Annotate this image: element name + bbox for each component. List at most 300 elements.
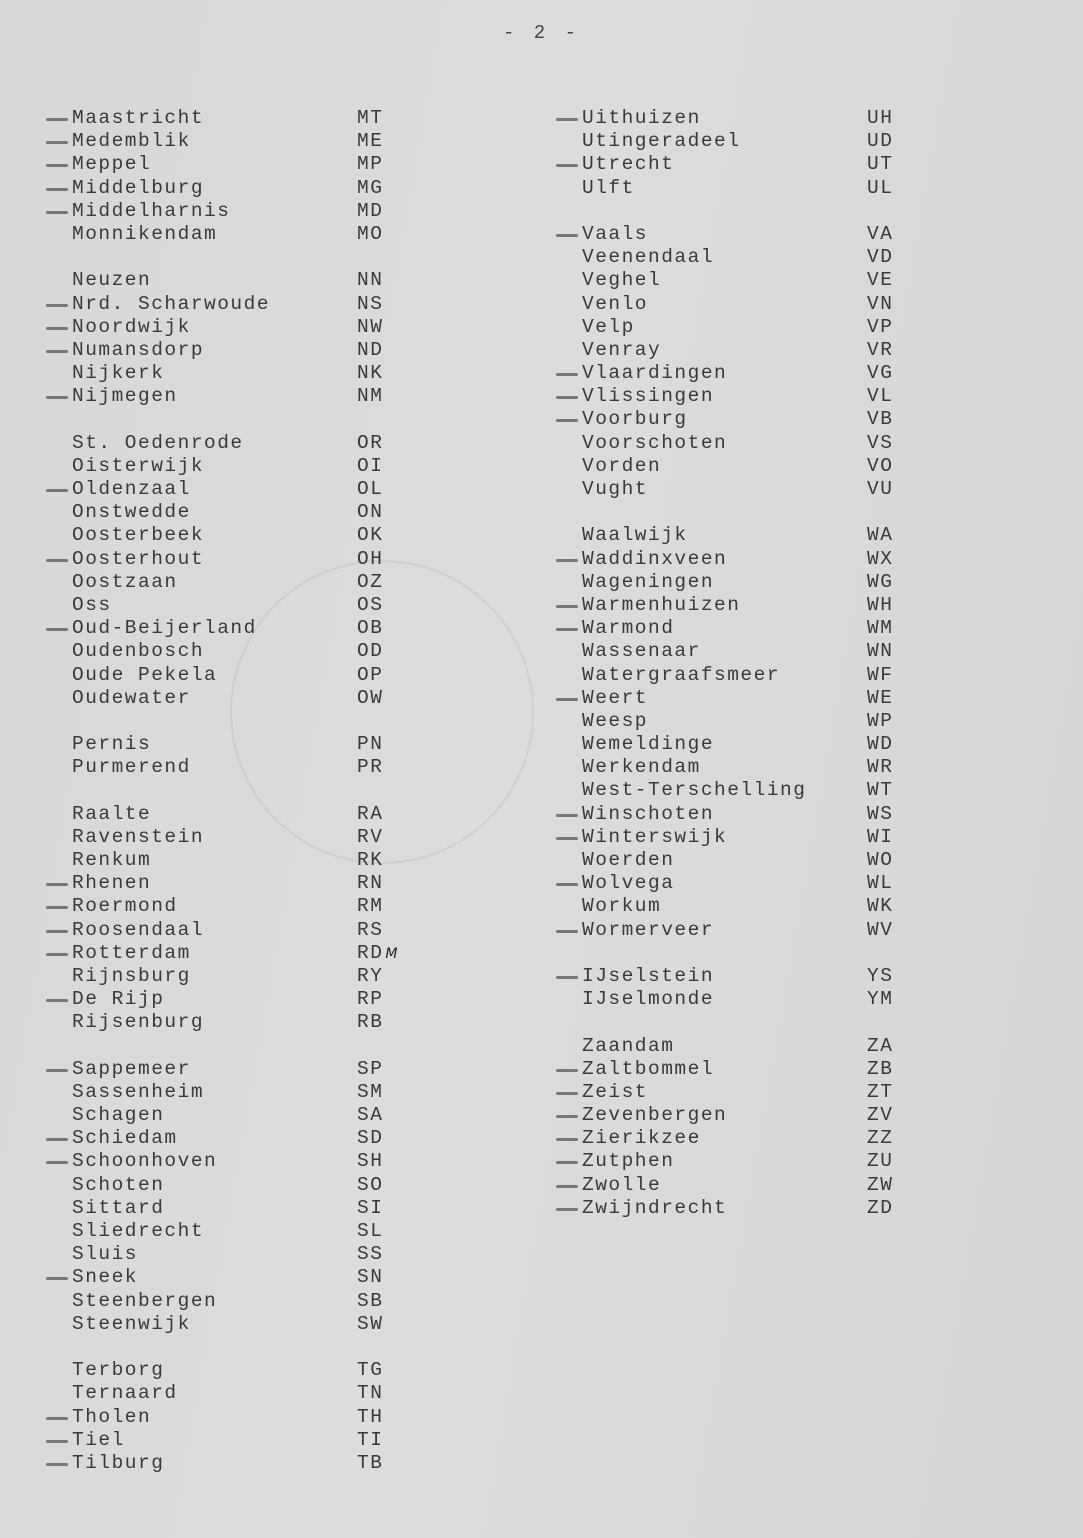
place-code: RD M	[357, 941, 398, 964]
place-code: SM	[357, 1080, 384, 1103]
list-item	[582, 895, 942, 918]
place-code: SP	[357, 1057, 384, 1080]
list-item	[72, 1313, 492, 1336]
place-name: Wemeldinge	[582, 733, 715, 756]
place-code: YS	[867, 964, 894, 987]
check-dash-mark	[556, 1092, 578, 1095]
place-code: SO	[357, 1173, 384, 1196]
place-name: Sneek	[72, 1266, 139, 1289]
list-item	[72, 200, 492, 223]
list-item	[72, 223, 492, 246]
place-code: RS	[357, 918, 384, 941]
list-item	[72, 849, 492, 872]
list-item	[582, 223, 942, 246]
check-dash-mark	[556, 419, 578, 422]
place-name: Watergraafsmeer	[582, 663, 781, 686]
place-code: MO	[357, 222, 384, 245]
place-code: OW	[357, 686, 384, 709]
place-code: TN	[357, 1382, 384, 1405]
list-item	[72, 293, 492, 316]
list-item	[72, 733, 492, 756]
list-item	[582, 803, 942, 826]
place-name: IJselstein	[582, 964, 715, 987]
list-item	[582, 872, 942, 895]
check-dash-mark	[46, 953, 68, 956]
place-name: Middelburg	[72, 176, 205, 199]
place-name: Winterswijk	[582, 825, 728, 848]
place-code: VL	[867, 385, 894, 408]
list-item	[582, 687, 942, 710]
place-code: ON	[357, 501, 384, 524]
place-name: Utrecht	[582, 153, 675, 176]
place-code: RK	[357, 849, 384, 871]
list-item	[72, 756, 492, 779]
list-item	[72, 1081, 492, 1104]
place-code: WI	[867, 825, 894, 848]
list-item	[72, 130, 492, 153]
list-item	[72, 895, 492, 918]
group-spacer	[72, 779, 492, 802]
place-name: Zaltbommel	[582, 1057, 715, 1080]
list-item	[72, 339, 492, 362]
list-item	[72, 1197, 492, 1220]
place-code: WR	[867, 756, 894, 779]
list-item	[582, 988, 942, 1011]
place-name: Numansdorp	[72, 338, 205, 361]
list-item	[72, 1290, 492, 1313]
place-code: SH	[357, 1150, 384, 1173]
place-name: Voorschoten	[582, 431, 728, 454]
list-item	[582, 385, 942, 408]
list-item	[582, 849, 942, 872]
place-name: Purmerend	[72, 756, 191, 779]
place-name: Sappemeer	[72, 1057, 191, 1080]
group-spacer	[72, 1336, 492, 1359]
check-dash-mark	[556, 976, 578, 979]
place-name: Neuzen	[72, 269, 152, 292]
group-spacer	[582, 1011, 942, 1034]
place-name: Waddinxveen	[582, 547, 728, 570]
check-dash-mark	[46, 396, 68, 399]
place-code: MT	[357, 107, 384, 129]
place-code: NK	[357, 362, 384, 385]
check-dash-mark	[556, 930, 578, 933]
place-code: WS	[867, 802, 894, 825]
list-item	[582, 594, 942, 617]
place-name: Weesp	[582, 709, 649, 732]
place-name: Wolvega	[582, 872, 675, 895]
handwritten-annotation: M	[385, 945, 398, 962]
check-dash-mark	[556, 1138, 578, 1141]
check-dash-mark	[46, 1161, 68, 1164]
place-code: OR	[357, 431, 384, 454]
place-name: Rijsenburg	[72, 1011, 205, 1034]
place-name: Medemblik	[72, 130, 191, 153]
list-item	[582, 548, 942, 571]
place-code: OL	[357, 478, 384, 500]
list-item	[582, 432, 942, 455]
list-item	[582, 478, 942, 501]
list-item	[72, 316, 492, 339]
place-code: OH	[357, 547, 384, 570]
list-item	[582, 153, 942, 176]
place-name: Tilburg	[72, 1451, 165, 1474]
list-item	[582, 1081, 942, 1104]
place-name: Onstwedde	[72, 501, 191, 524]
check-dash-mark	[46, 1440, 68, 1443]
place-code: ZW	[867, 1173, 894, 1196]
list-item	[72, 153, 492, 176]
place-name: Zwolle	[582, 1173, 662, 1196]
place-code: NS	[357, 292, 384, 315]
place-name: Wormerveer	[582, 918, 715, 941]
place-code: VB	[867, 408, 894, 431]
place-code: SW	[357, 1312, 384, 1335]
place-name: Sliedrecht	[72, 1220, 205, 1242]
list-item	[72, 965, 492, 988]
list-item	[72, 1104, 492, 1127]
place-name: Noordwijk	[72, 315, 191, 338]
check-dash-mark	[556, 1208, 578, 1211]
place-name: Warmond	[582, 617, 675, 640]
place-code: VP	[867, 315, 894, 338]
place-name: Ternaard	[72, 1382, 178, 1405]
place-name: Tholen	[72, 1405, 152, 1428]
place-name: Renkum	[72, 849, 152, 871]
check-dash-mark	[46, 628, 68, 631]
list-item	[72, 594, 492, 617]
place-code: TI	[357, 1428, 384, 1451]
list-item	[72, 1174, 492, 1197]
place-code: RB	[357, 1011, 384, 1034]
check-dash-mark	[556, 814, 578, 817]
list-item	[72, 362, 492, 385]
place-code: OB	[357, 617, 384, 640]
place-name: Maastricht	[72, 107, 205, 129]
place-code: SL	[357, 1220, 384, 1242]
right-column	[582, 107, 942, 1220]
place-name: Steenwijk	[72, 1312, 191, 1335]
list-item	[582, 617, 942, 640]
check-dash-mark	[46, 211, 68, 214]
place-code: WN	[867, 640, 894, 663]
place-name: De Rijp	[72, 988, 165, 1011]
place-name: Oude Pekela	[72, 663, 218, 686]
place-name: Rotterdam	[72, 941, 191, 964]
check-dash-mark	[46, 1069, 68, 1072]
place-code: VR	[867, 338, 894, 361]
place-name: Roosendaal	[72, 918, 205, 941]
place-name: Venray	[582, 338, 662, 361]
place-name: Zutphen	[582, 1150, 675, 1173]
place-code: RP	[357, 988, 384, 1011]
list-item	[582, 1174, 942, 1197]
check-dash-mark	[46, 1138, 68, 1141]
place-name: Weert	[582, 686, 649, 709]
place-name: Terborg	[72, 1359, 165, 1382]
place-code: SI	[357, 1196, 384, 1219]
check-dash-mark	[556, 118, 578, 121]
place-name: Zierikzee	[582, 1127, 701, 1150]
place-code: RN	[357, 872, 384, 895]
list-item	[72, 177, 492, 200]
place-code: ZA	[867, 1034, 894, 1057]
place-code: UL	[867, 176, 894, 199]
list-item	[582, 455, 942, 478]
place-code: PN	[357, 733, 384, 756]
place-code: TG	[357, 1359, 384, 1382]
place-code: WH	[867, 593, 894, 616]
place-name: IJselmonde	[582, 988, 715, 1011]
place-name: Monnikendam	[72, 222, 218, 245]
place-code: ZB	[867, 1057, 894, 1080]
place-code: NW	[357, 315, 384, 338]
place-name: Oud-Beijerland	[72, 617, 257, 640]
list-item	[582, 1035, 942, 1058]
place-name: Vorden	[582, 454, 662, 477]
list-item	[72, 385, 492, 408]
place-name: Zwijndrecht	[582, 1196, 728, 1219]
place-name: Oosterhout	[72, 547, 205, 570]
place-code: OS	[357, 593, 384, 616]
place-name: Woerden	[582, 849, 675, 871]
place-name: Zeist	[582, 1080, 649, 1103]
place-code: OD	[357, 640, 384, 663]
list-item	[72, 269, 492, 292]
place-code: RV	[357, 825, 384, 848]
place-code: UT	[867, 153, 894, 176]
place-name: Uithuizen	[582, 107, 701, 129]
place-name: Nijkerk	[72, 362, 165, 385]
place-code: VO	[867, 454, 894, 477]
check-dash-mark	[46, 999, 68, 1002]
place-name: Oostzaan	[72, 570, 178, 593]
check-dash-mark	[46, 1417, 68, 1420]
place-code: YM	[867, 988, 894, 1011]
place-code: WA	[867, 524, 894, 547]
list-item	[72, 1011, 492, 1034]
check-dash-mark	[556, 164, 578, 167]
list-item	[582, 779, 942, 802]
list-item	[72, 478, 492, 501]
list-item	[582, 1058, 942, 1081]
place-code: WO	[867, 849, 894, 871]
place-code: SS	[357, 1243, 384, 1266]
list-item	[72, 1058, 492, 1081]
place-code: OZ	[357, 570, 384, 593]
place-name: Oudewater	[72, 686, 191, 709]
list-item	[72, 1150, 492, 1173]
place-code: TH	[357, 1405, 384, 1428]
list-item	[582, 339, 942, 362]
list-item	[72, 803, 492, 826]
place-code: PR	[357, 756, 384, 779]
check-dash-mark	[46, 883, 68, 886]
place-code: RY	[357, 964, 384, 987]
check-dash-mark	[556, 234, 578, 237]
place-name: Sluis	[72, 1243, 139, 1266]
list-item	[72, 872, 492, 895]
check-dash-mark	[46, 141, 68, 144]
place-name: Vaals	[582, 222, 649, 245]
check-dash-mark	[46, 188, 68, 191]
check-dash-mark	[46, 350, 68, 353]
place-code: NN	[357, 269, 384, 292]
check-dash-mark	[46, 327, 68, 330]
list-item	[582, 1150, 942, 1173]
list-item	[72, 617, 492, 640]
list-item	[582, 1197, 942, 1220]
place-code: WF	[867, 663, 894, 686]
place-name: Utingeradeel	[582, 130, 741, 153]
place-name: Vught	[582, 478, 649, 500]
group-spacer	[582, 942, 942, 965]
place-code: VU	[867, 478, 894, 500]
place-name: Meppel	[72, 153, 152, 176]
place-code: ZV	[867, 1104, 894, 1127]
list-item	[582, 362, 942, 385]
place-name: Oldenzaal	[72, 478, 191, 500]
place-name: Warmenhuizen	[582, 593, 741, 616]
list-item	[582, 571, 942, 594]
list-item	[72, 432, 492, 455]
list-item	[72, 571, 492, 594]
place-code: WD	[867, 733, 894, 756]
list-item	[72, 524, 492, 547]
check-dash-mark	[46, 304, 68, 307]
place-code: ZT	[867, 1080, 894, 1103]
place-name: Waalwijk	[582, 524, 688, 547]
list-item	[72, 1266, 492, 1289]
list-item	[582, 756, 942, 779]
list-item	[582, 733, 942, 756]
place-name: Oudenbosch	[72, 640, 205, 663]
check-dash-mark	[46, 930, 68, 933]
list-item	[72, 1382, 492, 1405]
place-code: RM	[357, 895, 384, 918]
place-code: WT	[867, 779, 894, 802]
place-code: OK	[357, 524, 384, 547]
place-name: Pernis	[72, 733, 152, 756]
place-name: Vlissingen	[582, 385, 715, 408]
list-item	[582, 130, 942, 153]
place-name: Tiel	[72, 1428, 125, 1451]
list-item	[72, 1359, 492, 1382]
list-item	[582, 107, 942, 130]
place-name: Oss	[72, 593, 112, 616]
check-dash-mark	[556, 1069, 578, 1072]
list-item	[582, 1104, 942, 1127]
list-item	[72, 501, 492, 524]
place-name: West-Terschelling	[582, 779, 807, 802]
place-name: Roermond	[72, 895, 178, 918]
list-item	[72, 1243, 492, 1266]
list-item	[72, 1127, 492, 1150]
list-item	[582, 316, 942, 339]
group-spacer	[582, 501, 942, 524]
place-name: Schoten	[72, 1173, 165, 1196]
list-item	[72, 1406, 492, 1429]
place-name: Middelharnis	[72, 199, 231, 222]
check-dash-mark	[46, 164, 68, 167]
place-name: Rijnsburg	[72, 964, 191, 987]
check-dash-mark	[46, 489, 68, 492]
place-code: SN	[357, 1266, 384, 1289]
check-dash-mark	[556, 628, 578, 631]
page-number: - 2 -	[502, 22, 580, 44]
check-dash-mark	[556, 698, 578, 701]
check-dash-mark	[556, 883, 578, 886]
place-code: WV	[867, 918, 894, 941]
group-spacer	[72, 246, 492, 269]
list-item	[72, 826, 492, 849]
place-name: Zaandam	[582, 1034, 675, 1057]
check-dash-mark	[556, 837, 578, 840]
place-code: MG	[357, 176, 384, 199]
list-item	[72, 942, 492, 965]
check-dash-mark	[46, 118, 68, 121]
place-code: OP	[357, 663, 384, 686]
place-name: Velp	[582, 315, 635, 338]
place-name: Schiedam	[72, 1127, 178, 1150]
check-dash-mark	[556, 1115, 578, 1118]
list-item	[72, 1429, 492, 1452]
place-name: Nrd. Scharwoude	[72, 292, 271, 315]
place-code: MP	[357, 153, 384, 176]
place-code: VN	[867, 292, 894, 315]
left-column	[72, 107, 492, 1475]
list-item	[582, 293, 942, 316]
place-name: Veenendaal	[582, 246, 715, 269]
place-code: SB	[357, 1289, 384, 1312]
list-item	[582, 177, 942, 200]
check-dash-mark	[556, 373, 578, 376]
place-name: Wageningen	[582, 570, 715, 593]
list-item	[72, 919, 492, 942]
check-dash-mark	[46, 1277, 68, 1280]
place-name: Sassenheim	[72, 1080, 205, 1103]
group-spacer	[72, 710, 492, 733]
place-name: Voorburg	[582, 408, 688, 431]
place-name: Veghel	[582, 269, 662, 292]
list-item	[72, 1452, 492, 1475]
place-name: Schoonhoven	[72, 1150, 218, 1173]
place-code: WM	[867, 617, 894, 640]
list-item	[582, 269, 942, 292]
list-item	[72, 1220, 492, 1243]
place-name: St. Oedenrode	[72, 431, 244, 454]
list-item	[582, 826, 942, 849]
list-item	[72, 640, 492, 663]
place-code: WL	[867, 872, 894, 895]
list-item	[582, 408, 942, 431]
place-code: VD	[867, 246, 894, 269]
place-code: VG	[867, 362, 894, 385]
check-dash-mark	[556, 396, 578, 399]
place-code: WX	[867, 547, 894, 570]
check-dash-mark	[556, 605, 578, 608]
place-name: Zevenbergen	[582, 1104, 728, 1127]
place-name: Ulft	[582, 176, 635, 199]
place-code: SD	[357, 1127, 384, 1150]
place-name: Nijmegen	[72, 385, 178, 408]
place-name: Workum	[582, 895, 662, 918]
list-item	[72, 687, 492, 710]
list-item	[72, 988, 492, 1011]
place-code: NM	[357, 385, 384, 408]
list-item	[582, 1127, 942, 1150]
place-code: ZZ	[867, 1127, 894, 1150]
